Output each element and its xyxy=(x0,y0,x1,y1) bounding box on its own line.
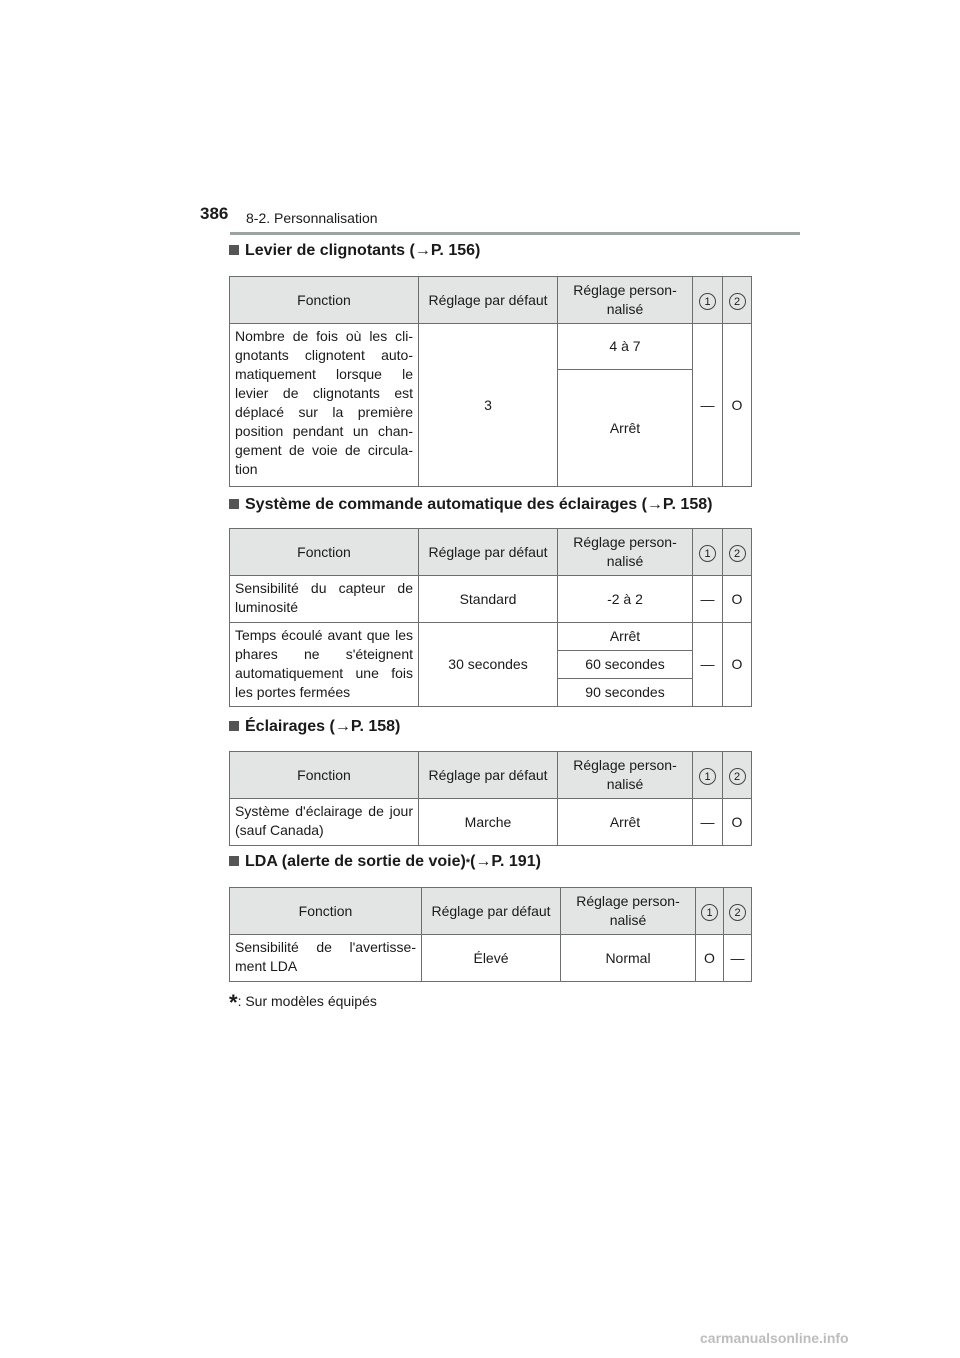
subhead-clignotants: Levier de clignotants (→P. 156) xyxy=(229,242,480,260)
col-perso: Réglage person-nalisé xyxy=(558,277,693,324)
cell-defaut: Standard xyxy=(419,576,558,623)
table-lda xyxy=(229,887,752,982)
table-header-row xyxy=(230,752,752,799)
circled-1-icon: 1 xyxy=(699,293,716,310)
cell-option: 90 secondes xyxy=(558,679,693,707)
watermark: carmanualsonline.info xyxy=(700,1330,849,1346)
square-bullet-icon xyxy=(229,245,239,255)
cell-fonction: Système d'éclairage de jour (sauf Canada) xyxy=(230,799,419,846)
circled-1-icon: 1 xyxy=(699,545,716,562)
subhead-eclairages: Éclairages (→P. 158) xyxy=(229,718,400,736)
cell-defaut: 30 secondes xyxy=(419,623,558,707)
table-header-row xyxy=(230,277,752,324)
col-defaut: Réglage par défaut xyxy=(419,529,558,576)
cell-defaut: Élevé xyxy=(422,935,561,982)
col-perso: Réglage person-nalisé xyxy=(558,529,693,576)
col-fonction: Fonction xyxy=(230,752,419,799)
cell-col2: O xyxy=(723,324,752,487)
table-row xyxy=(230,935,752,982)
cell-option: Arrêt xyxy=(558,370,693,487)
page-number: 386 xyxy=(200,204,229,223)
col-perso: Réglage person-nalisé xyxy=(561,888,696,935)
section-title: 8-2. Personnalisation xyxy=(246,210,378,226)
cell-fonction: Sensibilité de l'avertisse-ment LDA xyxy=(230,935,422,982)
cell-col1: — xyxy=(693,799,723,846)
circled-1-icon: 1 xyxy=(699,768,716,785)
header-rule xyxy=(230,232,800,235)
col-fonction: Fonction xyxy=(230,277,419,324)
table-row xyxy=(230,576,752,623)
cell-option: Normal xyxy=(561,935,696,982)
col-defaut: Réglage par défaut xyxy=(419,277,558,324)
table-row xyxy=(230,799,752,846)
cell-defaut: Marche xyxy=(419,799,558,846)
table-header-row xyxy=(230,529,752,576)
circled-1-icon: 1 xyxy=(701,904,718,921)
cell-col2: O xyxy=(723,576,752,623)
cell-col1: — xyxy=(693,623,723,707)
subhead-lda: LDA (alerte de sortie de voie) * (→P. 191) xyxy=(229,853,541,871)
subhead-eclairages-auto: Système de commande automatique des éclairages (→P. 158) xyxy=(229,496,712,514)
cell-col1: — xyxy=(693,576,723,623)
cell-fonction: Nombre de fois où les cli-gnotants clignotent auto-matiquement lorsque le levier de clignotants est déplacé sur la première position pendant un chan-gement de voie de circula-tion xyxy=(230,324,419,487)
col-fonction: Fonction xyxy=(230,529,419,576)
table-eclairages-auto xyxy=(229,528,752,707)
col-fonction: Fonction xyxy=(230,888,422,935)
asterisk-icon: * xyxy=(229,990,238,1015)
square-bullet-icon xyxy=(229,721,239,731)
cell-fonction: Sensibilité du capteur de luminosité xyxy=(230,576,419,623)
footnote: *: Sur modèles équipés xyxy=(229,990,377,1015)
cell-fonction: Temps écoulé avant que les phares ne s'éteignent automatiquement une fois les portes fermées xyxy=(230,623,419,707)
circled-2-icon: 2 xyxy=(729,545,746,562)
cell-col1: — xyxy=(693,324,723,487)
cell-col2: — xyxy=(724,935,752,982)
table-clignotants xyxy=(229,276,752,487)
col-defaut: Réglage par défaut xyxy=(422,888,561,935)
circled-2-icon: 2 xyxy=(729,293,746,310)
cell-option: Arrêt xyxy=(558,623,693,651)
cell-option: 4 à 7 xyxy=(558,324,693,370)
col-defaut: Réglage par défaut xyxy=(419,752,558,799)
circled-2-icon: 2 xyxy=(729,904,746,921)
cell-option: 60 secondes xyxy=(558,651,693,679)
cell-option: Arrêt xyxy=(558,799,693,846)
cell-col1: O xyxy=(696,935,724,982)
cell-defaut: 3 xyxy=(419,324,558,487)
circled-2-icon: 2 xyxy=(729,768,746,785)
cell-option: -2 à 2 xyxy=(558,576,693,623)
table-header-row xyxy=(230,888,752,935)
col-perso: Réglage person-nalisé xyxy=(558,752,693,799)
table-row xyxy=(230,623,752,651)
table-row xyxy=(230,324,752,370)
square-bullet-icon xyxy=(229,856,239,866)
cell-col2: O xyxy=(723,623,752,707)
table-eclairages xyxy=(229,751,752,846)
cell-col2: O xyxy=(723,799,752,846)
square-bullet-icon xyxy=(229,499,239,509)
